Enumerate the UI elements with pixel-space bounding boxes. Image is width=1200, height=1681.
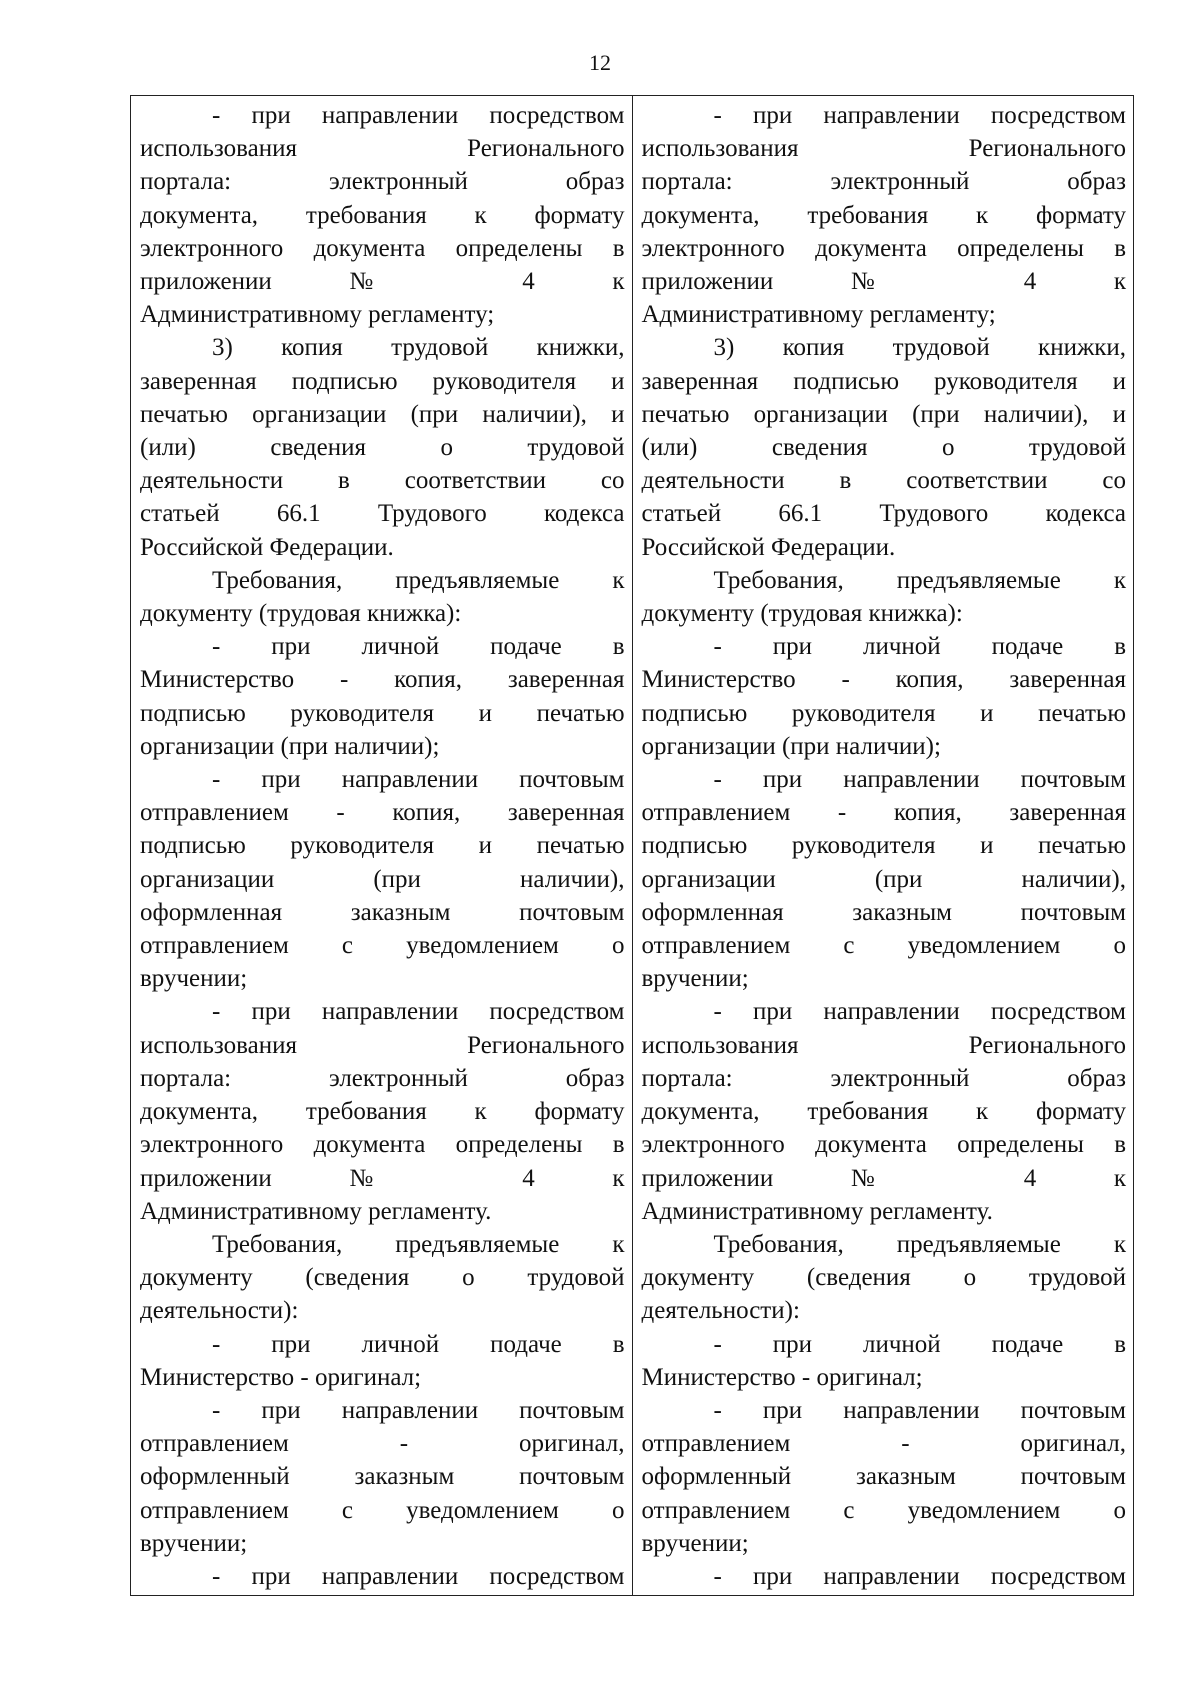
text-line: Министерство - копия, заверенная xyxy=(140,666,625,694)
text-line: документу (сведения о трудовой xyxy=(641,1264,1126,1292)
text-line: Российской Федерации. xyxy=(140,533,394,561)
text-line: печатью организации (при наличии), и xyxy=(641,400,1126,428)
text-line: приложении № 4 к xyxy=(140,268,625,296)
text-line: - при личной подаче в xyxy=(713,1330,1126,1358)
text-line: отправлением с уведомлением о xyxy=(641,1496,1126,1524)
right-column-text xyxy=(642,99,1127,1593)
text-line: заверенная подписью руководителя и xyxy=(140,367,625,395)
text-line: электронного документа определены в xyxy=(641,1131,1126,1159)
text-line: оформленная заказным почтовым xyxy=(140,898,625,926)
text-line: деятельности в соответствии со xyxy=(641,467,1126,495)
text-line: Административному регламенту; xyxy=(641,301,996,329)
text-line: организации (при наличии), xyxy=(140,865,625,893)
text-line: вручении; xyxy=(140,1529,248,1557)
text-line: подписью руководителя и печатью xyxy=(641,832,1126,860)
text-line: документа, требования к формату xyxy=(140,201,625,229)
text-line: приложении № 4 к xyxy=(140,1164,625,1192)
text-line: - при направлении посредством xyxy=(212,998,625,1026)
text-line: - при направлении посредством xyxy=(713,998,1126,1026)
text-line: Министерство - копия, заверенная xyxy=(641,666,1126,694)
text-line: - при личной подаче в xyxy=(713,633,1126,661)
text-line: Административному регламенту; xyxy=(140,301,495,329)
text-line: Российской Федерации. xyxy=(641,533,896,561)
text-line: (или) сведения о трудовой xyxy=(140,434,625,462)
text-line: - при направлении посредством xyxy=(212,1562,625,1590)
text-line: Требования, предъявляемые к xyxy=(713,1230,1126,1258)
text-line: отправлением - оригинал, xyxy=(641,1430,1126,1458)
text-line: портала: электронный образ xyxy=(641,1064,1126,1092)
text-line: - при направлении почтовым xyxy=(212,766,625,794)
text-line: использования Регионального xyxy=(140,135,625,163)
text-line: статьей 66.1 Трудового кодекса xyxy=(641,500,1126,528)
text-line: приложении № 4 к xyxy=(641,1164,1126,1192)
text-line: Административному регламенту. xyxy=(140,1197,492,1225)
text-line: отправлением с уведомлением о xyxy=(641,932,1126,960)
text-line: приложении № 4 к xyxy=(641,268,1126,296)
text-line: отправлением - оригинал, xyxy=(140,1430,625,1458)
right-column-cell xyxy=(632,96,1134,1596)
text-line: вручении; xyxy=(641,1529,749,1557)
text-line: статьей 66.1 Трудового кодекса xyxy=(140,500,625,528)
left-column-cell xyxy=(131,96,633,1596)
text-line: заверенная подписью руководителя и xyxy=(641,367,1126,395)
text-line: деятельности в соответствии со xyxy=(140,467,625,495)
text-line: отправлением - копия, заверенная xyxy=(140,799,625,827)
text-line: вручении; xyxy=(641,965,749,993)
text-line: Административному регламенту. xyxy=(641,1197,993,1225)
text-line: деятельности): xyxy=(641,1297,800,1325)
text-line: отправлением с уведомлением о xyxy=(140,932,625,960)
text-line: - при направлении почтовым xyxy=(713,1396,1126,1424)
text-line: портала: электронный образ xyxy=(641,168,1126,196)
text-line: организации (при наличии); xyxy=(641,732,941,760)
text-line: - при личной подаче в xyxy=(212,1330,625,1358)
text-line: оформленная заказным почтовым xyxy=(641,898,1126,926)
left-column-text xyxy=(140,99,625,1593)
text-line: портала: электронный образ xyxy=(140,1064,625,1092)
page-number: 12 xyxy=(589,50,611,75)
text-line: использования Регионального xyxy=(641,135,1126,163)
text-line: использования Регионального xyxy=(641,1031,1126,1059)
text-line: документу (трудовая книжка): xyxy=(140,600,462,628)
text-line: документа, требования к формату xyxy=(641,1098,1126,1126)
text-line: 3) копия трудовой книжки, xyxy=(713,334,1126,362)
text-line: Требования, предъявляемые к xyxy=(212,566,625,594)
text-line: подписью руководителя и печатью xyxy=(140,699,625,727)
text-line: отправлением с уведомлением о xyxy=(140,1496,625,1524)
text-line: - при направлении посредством xyxy=(212,102,625,129)
table-row xyxy=(131,96,1134,1596)
text-line: подписью руководителя и печатью xyxy=(140,832,625,860)
text-line: Требования, предъявляемые к xyxy=(713,566,1126,594)
text-line: документа, требования к формату xyxy=(140,1098,625,1126)
text-line: электронного документа определены в xyxy=(140,234,625,262)
text-line: - при направлении почтовым xyxy=(212,1396,625,1424)
text-line: (или) сведения о трудовой xyxy=(641,434,1126,462)
text-line: оформленный заказным почтовым xyxy=(140,1463,625,1491)
text-line: документа, требования к формату xyxy=(641,201,1126,229)
text-line: Требования, предъявляемые к xyxy=(212,1230,625,1258)
text-line: подписью руководителя и печатью xyxy=(641,699,1126,727)
comparison-table xyxy=(130,95,1134,1596)
text-line: отправлением - копия, заверенная xyxy=(641,799,1126,827)
text-line: - при личной подаче в xyxy=(212,633,625,661)
text-line: 3) копия трудовой книжки, xyxy=(212,334,625,362)
text-line: электронного документа определены в xyxy=(140,1131,625,1159)
text-line: электронного документа определены в xyxy=(641,234,1126,262)
text-line: документу (сведения о трудовой xyxy=(140,1264,625,1292)
text-line: документу (трудовая книжка): xyxy=(641,600,963,628)
text-line: организации (при наличии), xyxy=(641,865,1126,893)
text-line: - при направлении посредством xyxy=(713,1562,1126,1590)
text-line: использования Регионального xyxy=(140,1031,625,1059)
text-line: деятельности): xyxy=(140,1297,299,1325)
text-line: печатью организации (при наличии), и xyxy=(140,400,625,428)
text-line: Министерство - оригинал; xyxy=(140,1363,422,1391)
text-line: оформленный заказным почтовым xyxy=(641,1463,1126,1491)
text-line: - при направлении посредством xyxy=(713,102,1126,129)
text-line: вручении; xyxy=(140,965,248,993)
text-line: - при направлении почтовым xyxy=(713,766,1126,794)
text-line: портала: электронный образ xyxy=(140,168,625,196)
text-line: организации (при наличии); xyxy=(140,732,440,760)
text-line: Министерство - оригинал; xyxy=(641,1363,923,1391)
